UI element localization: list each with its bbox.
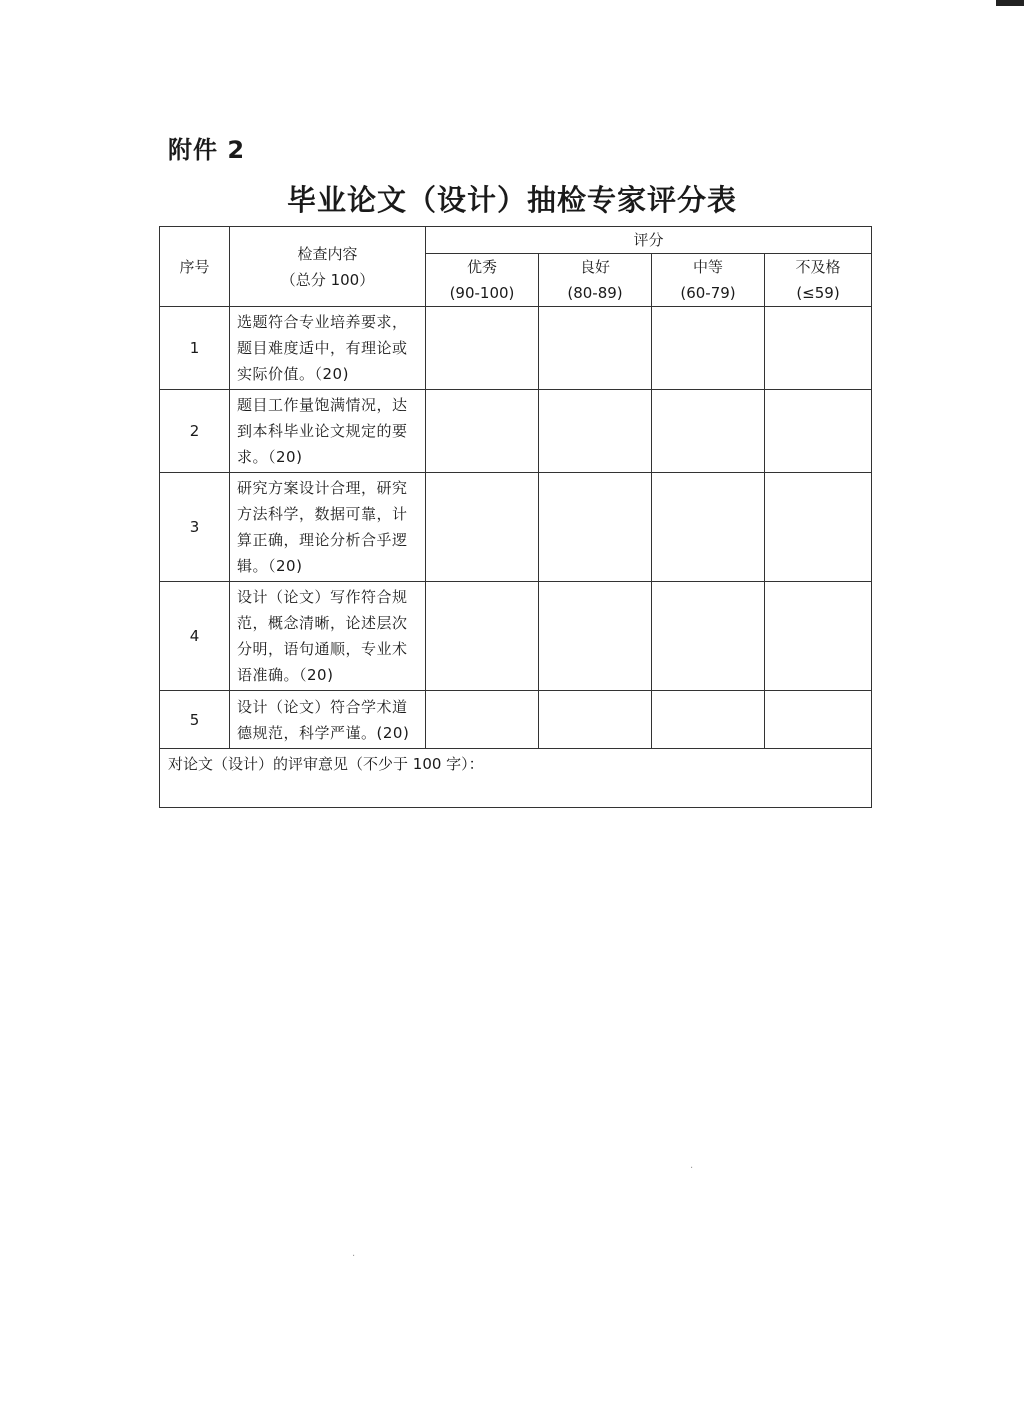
grade-range: (90-100): [449, 284, 515, 302]
score-cell-good[interactable]: [539, 390, 652, 473]
grade-header-good: [539, 254, 652, 307]
score-cell-excellent[interactable]: [426, 473, 539, 582]
grade-name: 不及格: [795, 258, 841, 276]
row-seq: 4: [160, 582, 230, 691]
grade-range: (60-79): [680, 284, 736, 302]
row-content: 选题符合专业培养要求，题目难度适中，有理论或实际价值。（20): [230, 307, 426, 390]
content-header: [230, 227, 426, 307]
score-cell-excellent[interactable]: [426, 390, 539, 473]
table-row: [160, 691, 872, 749]
page-title: 毕业论文（设计）抽检专家评分表: [286, 183, 737, 217]
content-header-total: （总分 100）: [280, 270, 375, 289]
score-cell-average[interactable]: [652, 582, 765, 691]
score-cell-good[interactable]: [539, 473, 652, 582]
scan-speck: .: [690, 1160, 694, 1171]
grade-name: 中等: [692, 258, 723, 276]
grade-header-fail: [765, 254, 872, 307]
grade-header-excellent: [426, 254, 539, 307]
evaluation-table: [159, 226, 872, 808]
comment-field[interactable]: [160, 749, 872, 808]
row-seq: 5: [160, 691, 230, 749]
score-header: 评分: [426, 227, 872, 254]
corner-mark: [996, 0, 1024, 6]
table-row: [160, 582, 872, 691]
score-cell-fail[interactable]: [765, 691, 872, 749]
score-cell-excellent[interactable]: [426, 582, 539, 691]
row-seq: 3: [160, 473, 230, 582]
row-content: 设计（论文）符合学术道德规范，科学严谨。(20): [230, 691, 426, 749]
score-cell-fail[interactable]: [765, 473, 872, 582]
score-cell-excellent[interactable]: [426, 307, 539, 390]
table-row: [160, 473, 872, 582]
attachment-label: 附件 2: [168, 136, 246, 164]
grade-header-average: [652, 254, 765, 307]
score-cell-excellent[interactable]: [426, 691, 539, 749]
score-cell-average[interactable]: [652, 307, 765, 390]
grade-range: (≤59): [796, 284, 840, 302]
row-content: 设计（论文）写作符合规范，概念清晰，论述层次分明，语句通顺，专业术语准确。（20): [230, 582, 426, 691]
row-content: 题目工作量饱满情况，达到本科毕业论文规定的要求。（20): [230, 390, 426, 473]
grade-name: 优秀: [466, 258, 497, 276]
content-header-title: 检查内容: [297, 244, 358, 263]
grade-name: 良好: [579, 258, 610, 276]
comment-row: [160, 749, 872, 808]
score-cell-good[interactable]: [539, 307, 652, 390]
row-seq: 1: [160, 307, 230, 390]
score-cell-good[interactable]: [539, 691, 652, 749]
row-content: 研究方案设计合理，研究方法科学，数据可靠，计算正确，理论分析合乎逻辑。（20): [230, 473, 426, 582]
row-seq: 2: [160, 390, 230, 473]
table-row: [160, 390, 872, 473]
score-cell-good[interactable]: [539, 582, 652, 691]
comment-label: 对论文（设计）的评审意见（不少于 100 字）：: [168, 755, 484, 773]
grade-range: (80-89): [567, 284, 623, 302]
score-cell-fail[interactable]: [765, 582, 872, 691]
score-cell-average[interactable]: [652, 691, 765, 749]
score-cell-average[interactable]: [652, 390, 765, 473]
seq-header: 序号: [160, 227, 230, 307]
score-cell-fail[interactable]: [765, 390, 872, 473]
score-cell-fail[interactable]: [765, 307, 872, 390]
score-cell-average[interactable]: [652, 473, 765, 582]
header-row-1: [160, 227, 872, 254]
table-row: [160, 307, 872, 390]
scan-speck: .: [352, 1248, 356, 1259]
